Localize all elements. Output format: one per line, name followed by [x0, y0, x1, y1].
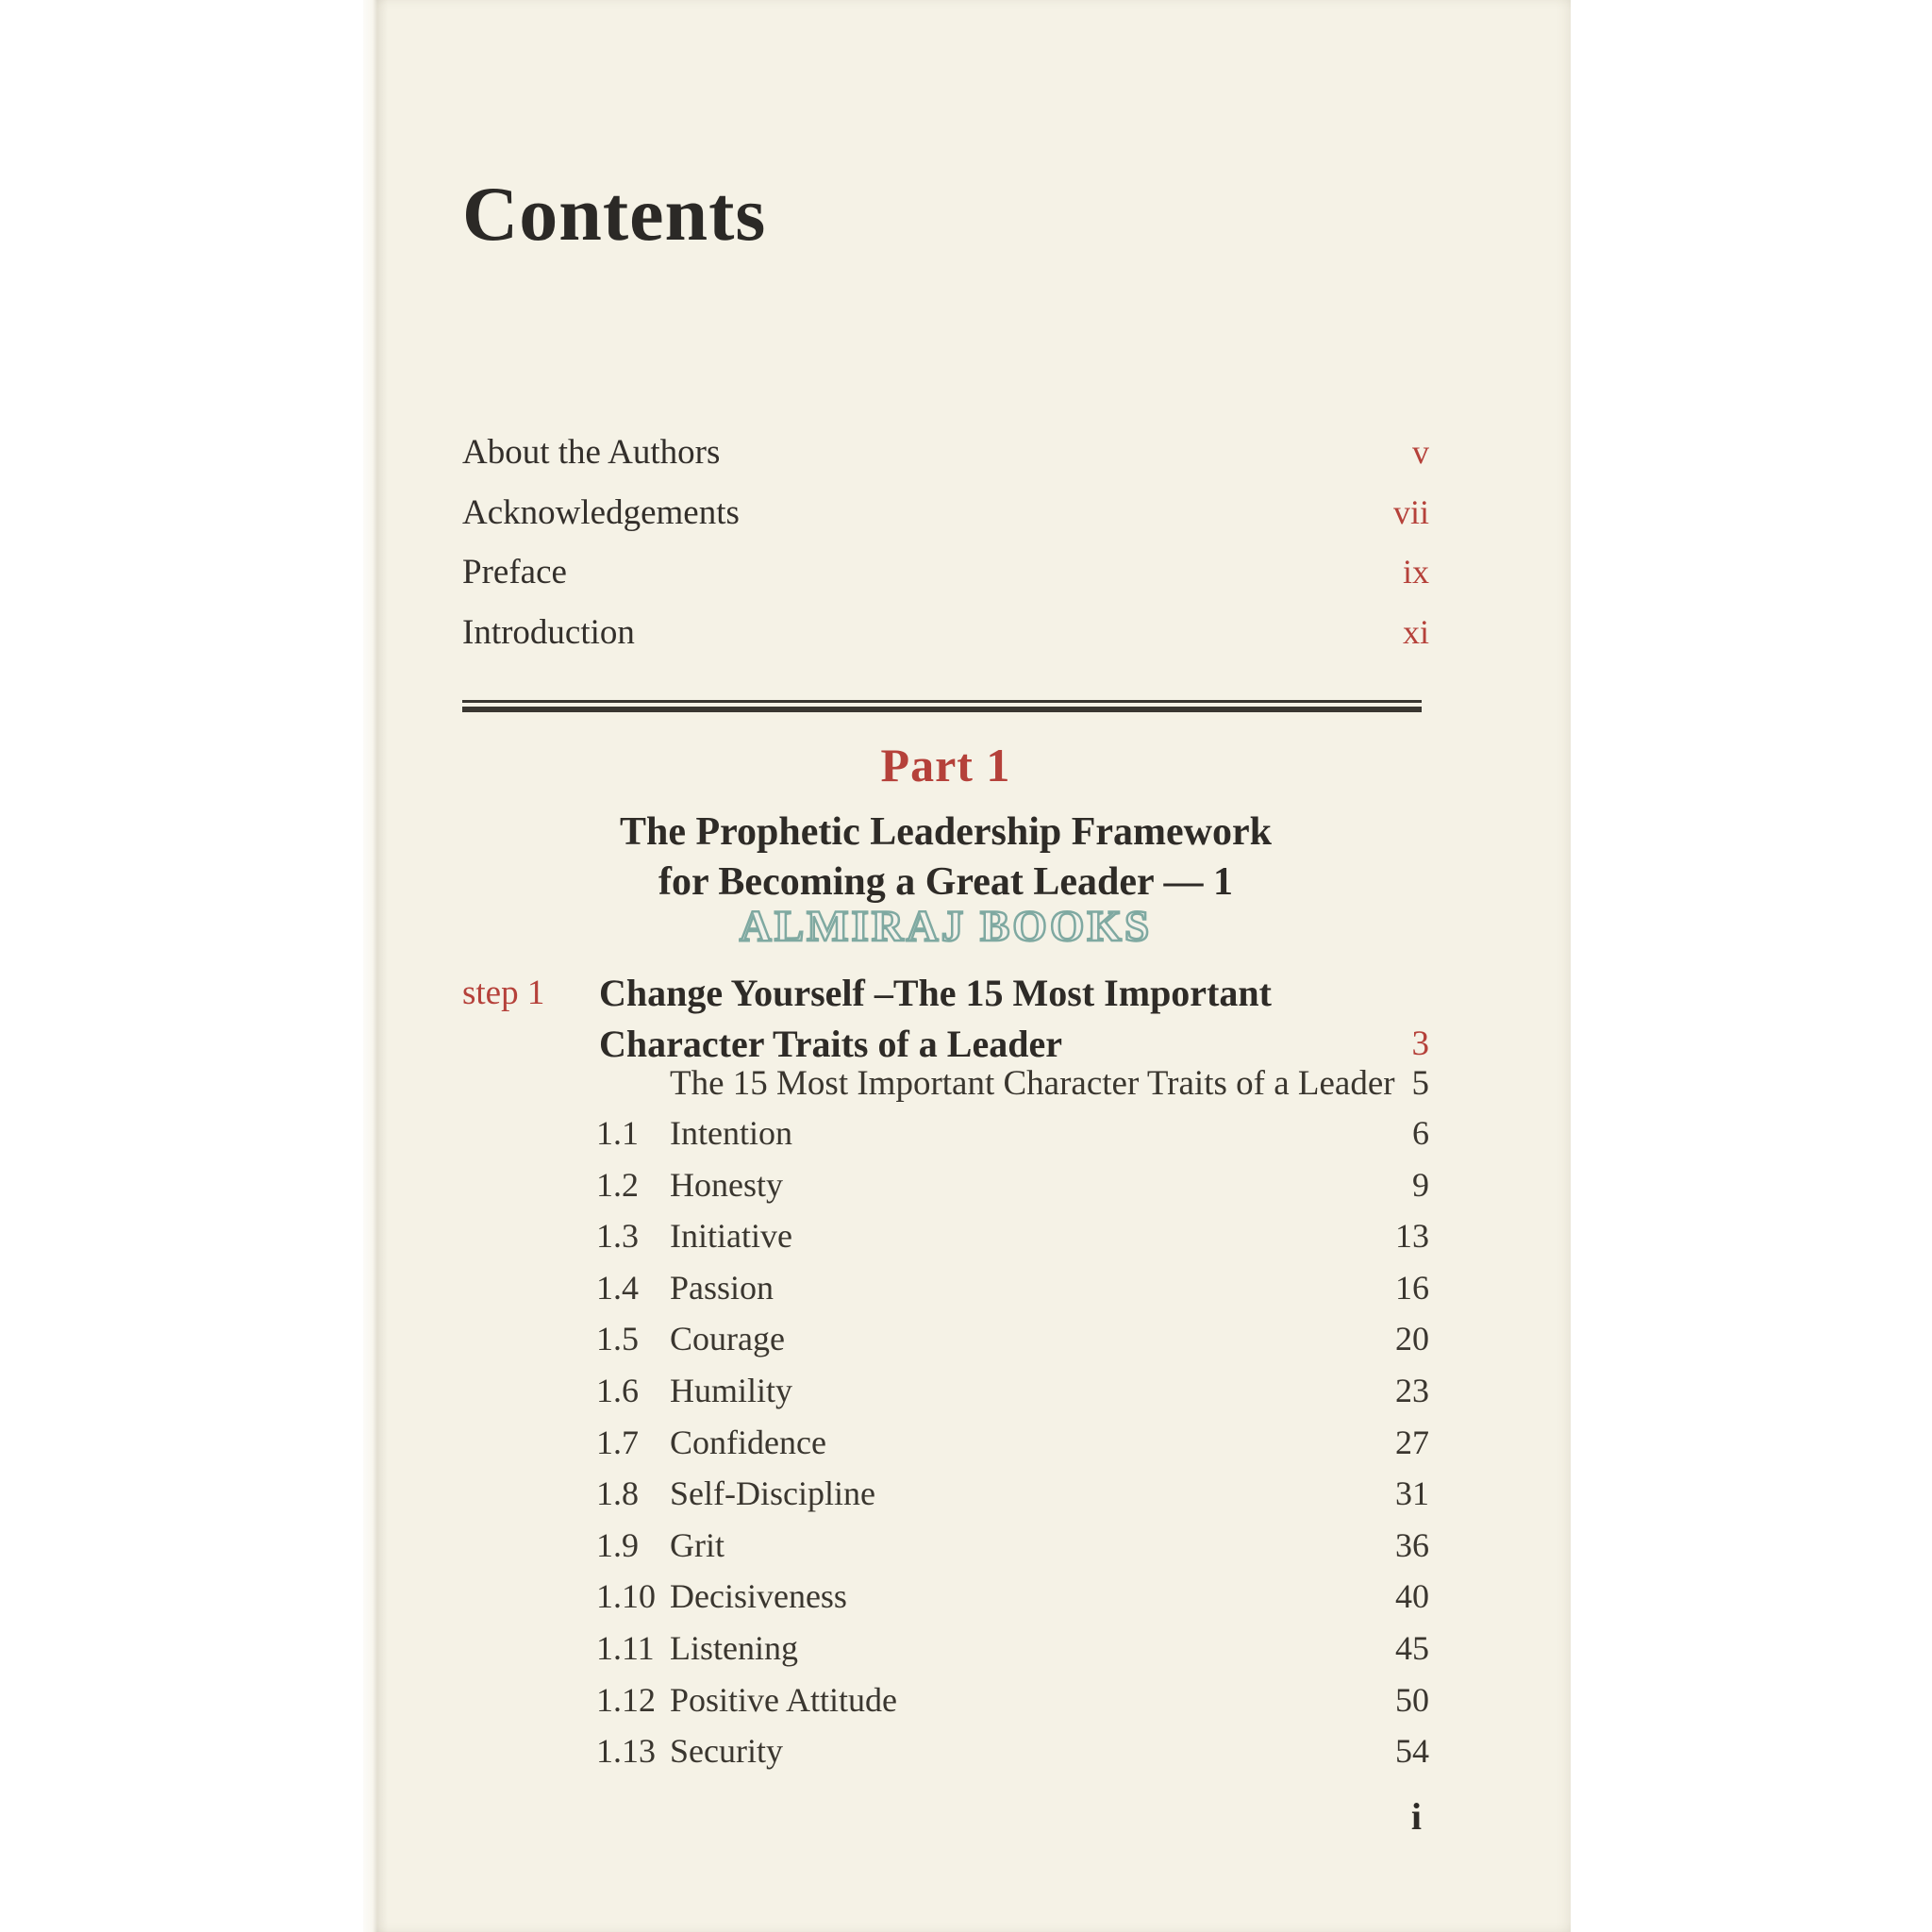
toc-entry-page: v — [1412, 433, 1429, 471]
toc-entry-label: About the Authors — [462, 433, 721, 472]
item-label: Positive Attitude — [670, 1680, 898, 1719]
item-label: Security — [670, 1732, 783, 1771]
item-page: 13 — [1395, 1217, 1429, 1256]
item-label: Initiative — [670, 1217, 792, 1256]
part-heading: Part 1 — [880, 739, 1011, 791]
item-number: 1.13 — [596, 1732, 656, 1771]
item-label: Courage — [670, 1320, 785, 1358]
item-number: 1.3 — [596, 1217, 639, 1256]
section-intro-label: The 15 Most Important Character Traits of a Leader — [670, 1064, 1395, 1103]
item-number: 1.11 — [596, 1628, 655, 1667]
divider-thick-line — [462, 707, 1422, 712]
toc-entry-page: ix — [1402, 553, 1429, 591]
item-page: 40 — [1395, 1577, 1429, 1616]
toc-content — [462, 0, 1429, 1932]
step-title — [599, 968, 1272, 1070]
item-number: 1.5 — [596, 1320, 639, 1358]
item-number: 1.6 — [596, 1371, 639, 1409]
item-page: 50 — [1395, 1680, 1429, 1719]
item-label: Confidence — [670, 1423, 826, 1461]
toc-item-row — [462, 1365, 1429, 1417]
item-number: 1.2 — [596, 1165, 639, 1204]
toc-item-row — [462, 1520, 1429, 1572]
step-entry — [462, 968, 1429, 1070]
item-label: Self-Discipline — [670, 1474, 875, 1513]
item-page: 23 — [1395, 1371, 1429, 1409]
item-page: 16 — [1395, 1268, 1429, 1307]
step-title-line1: Change Yourself –The 15 Most Important — [599, 972, 1272, 1014]
part-title-line2: for Becoming a Great Leader — 1 — [658, 860, 1233, 904]
item-page: 31 — [1395, 1474, 1429, 1513]
item-label: Intention — [670, 1114, 792, 1152]
step-page-number: 3 — [1411, 1024, 1429, 1063]
toc-item-row — [462, 1108, 1429, 1159]
section-divider-rule — [462, 700, 1422, 712]
item-number: 1.4 — [596, 1268, 639, 1307]
folio-page-number: i — [1410, 1795, 1422, 1838]
toc-item-row — [462, 1417, 1429, 1469]
item-label: Grit — [670, 1525, 724, 1564]
item-number: 1.9 — [596, 1525, 639, 1564]
item-page: 27 — [1395, 1423, 1429, 1461]
part-title — [462, 808, 1429, 908]
section-intro-row — [462, 1060, 1429, 1108]
step-title-line2: Character Traits of a Leader — [599, 1023, 1062, 1065]
item-page: 6 — [1412, 1114, 1429, 1152]
toc-row — [462, 603, 1429, 663]
item-label: Decisiveness — [670, 1577, 847, 1616]
toc-item-row — [462, 1725, 1429, 1777]
book-page — [363, 0, 1571, 1932]
trait-list — [462, 1108, 1429, 1777]
item-label: Passion — [670, 1268, 774, 1307]
item-page: 45 — [1395, 1628, 1429, 1667]
item-label: Humility — [670, 1371, 793, 1409]
item-page: 9 — [1412, 1165, 1429, 1204]
item-number: 1.8 — [596, 1474, 639, 1513]
item-page: 36 — [1395, 1525, 1429, 1564]
toc-entry-label: Preface — [462, 553, 567, 591]
page-title: Contents — [462, 171, 767, 257]
toc-entry-label: Acknowledgements — [462, 492, 740, 532]
item-number: 1.12 — [596, 1680, 656, 1719]
toc-entry-page: vii — [1392, 492, 1429, 531]
toc-item-row — [462, 1468, 1429, 1520]
item-label: Listening — [670, 1628, 798, 1667]
toc-row — [462, 542, 1429, 603]
front-matter-list — [462, 423, 1429, 662]
item-number: 1.7 — [596, 1423, 639, 1461]
toc-item-row — [462, 1159, 1429, 1211]
section-intro-page: 5 — [1411, 1064, 1429, 1103]
toc-item-row — [462, 1313, 1429, 1365]
item-number: 1.1 — [596, 1114, 639, 1152]
toc-item-row — [462, 1262, 1429, 1314]
toc-item-row — [462, 1674, 1429, 1726]
part-title-line1: The Prophetic Leadership Framework — [620, 810, 1272, 854]
toc-row — [462, 423, 1429, 483]
item-number: 1.10 — [596, 1577, 656, 1616]
item-page: 20 — [1395, 1320, 1429, 1358]
toc-entry-page: xi — [1402, 612, 1429, 651]
step-label: step 1 — [462, 974, 545, 1012]
toc-item-row — [462, 1623, 1429, 1674]
bookstore-watermark: ALMIRAJ BOOKS — [739, 902, 1153, 951]
item-page: 54 — [1395, 1732, 1429, 1771]
divider-thin-line — [462, 700, 1422, 703]
item-label: Honesty — [670, 1165, 783, 1204]
toc-row — [462, 483, 1429, 543]
toc-entry-label: Introduction — [462, 612, 635, 652]
toc-item-row — [462, 1210, 1429, 1262]
toc-item-row — [462, 1571, 1429, 1623]
